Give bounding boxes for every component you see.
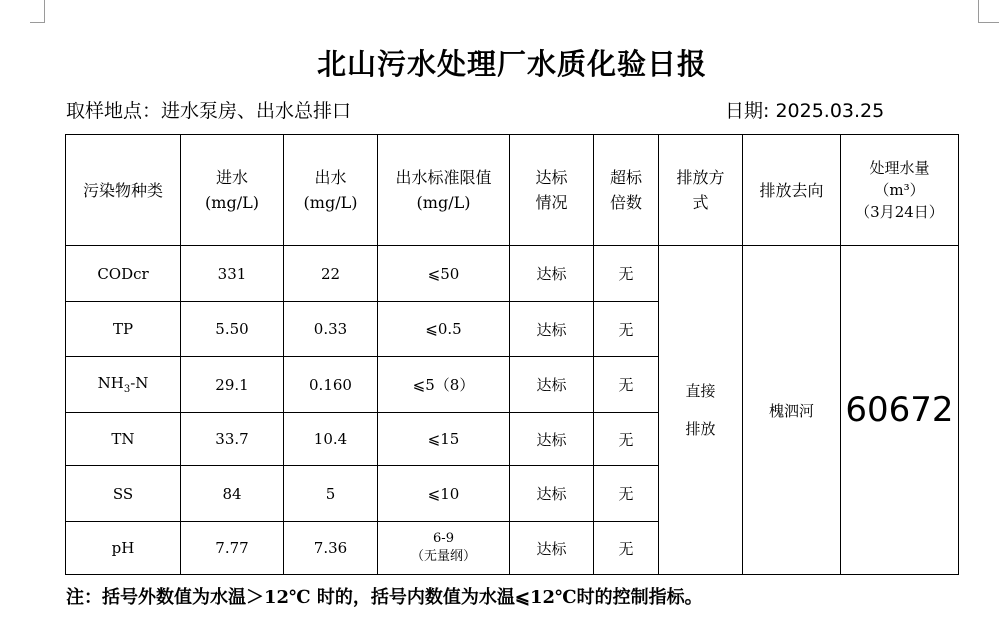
discharge-dest-cell: 槐泗河: [743, 246, 841, 575]
influent-cell: 7.77: [181, 522, 284, 575]
header-compliance: 达标情况: [510, 135, 594, 246]
header-volume-name: 处理水量: [869, 159, 930, 177]
exceed-cell: 无: [594, 357, 659, 413]
influent-cell: 84: [181, 466, 284, 522]
exceed-cell: 无: [594, 413, 659, 466]
header-limit-name: 出水标准限值: [395, 168, 492, 187]
pollutant-cell: TP: [66, 302, 181, 357]
header-effluent-unit: (mg/L): [303, 193, 358, 212]
pollutant-subscript: 3: [123, 384, 131, 395]
compliance-cell: 达标: [510, 302, 594, 357]
compliance-cell: 达标: [510, 357, 594, 413]
influent-cell: 33.7: [181, 413, 284, 466]
header-limit-unit: (mg/L): [416, 193, 471, 212]
discharge-method-line2: 排放: [685, 420, 716, 438]
effluent-cell: 10.4: [284, 413, 378, 466]
limit-cell: [378, 522, 510, 575]
header-exceed: 超标倍数: [594, 135, 659, 246]
header-influent-unit: (mg/L): [205, 193, 259, 212]
header-influent-name: 进水: [215, 168, 248, 187]
limit-cell: ⩽10: [378, 466, 510, 522]
pollutant-cell: CODcr: [66, 246, 181, 302]
influent-cell: 5.50: [181, 302, 284, 357]
limit-cell: ⩽50: [378, 246, 510, 302]
effluent-cell: 5: [284, 466, 378, 522]
pollutant-cell: pH: [66, 522, 181, 575]
limit-cell: ⩽15: [378, 413, 510, 466]
discharge-method-cell: [659, 246, 743, 575]
header-influent: [181, 135, 284, 246]
compliance-cell: 达标: [510, 466, 594, 522]
page-corner-mark-right: [978, 0, 999, 23]
volume-value: 60672: [841, 246, 959, 575]
compliance-cell: 达标: [510, 413, 594, 466]
limit-note: （无量纲）: [410, 549, 476, 564]
header-pollutant: 污染物种类: [66, 135, 181, 246]
compliance-cell: 达标: [510, 246, 594, 302]
exceed-cell: 无: [594, 522, 659, 575]
header-row: [66, 135, 959, 246]
discharge-method-line1: 直接: [685, 382, 716, 400]
report-title: 北山污水处理厂水质化验日报: [316, 47, 707, 81]
pollutant-cell: $NH_3-N$: [66, 357, 181, 413]
table-row: [66, 246, 959, 302]
exceed-cell: 无: [594, 466, 659, 522]
header-discharge-dest: 排放去向: [743, 135, 841, 246]
report-date: 日期: 2025.03.25: [725, 100, 885, 122]
effluent-cell: 22: [284, 246, 378, 302]
limit-value: 6-9: [433, 531, 454, 546]
header-effluent: [284, 135, 378, 246]
page-corner-mark-left: [30, 0, 45, 23]
header-effluent-name: 出水: [314, 168, 347, 187]
effluent-cell: 7.36: [284, 522, 378, 575]
exceed-cell: 无: [594, 302, 659, 357]
pollutant-cell: TN: [66, 413, 181, 466]
footnote: 注：括号外数值为水温＞12℃ 时的，括号内数值为水温⩽12℃时的控制指标。: [66, 587, 703, 608]
header-limit: [378, 135, 510, 246]
effluent-cell: 0.33: [284, 302, 378, 357]
exceed-cell: 无: [594, 246, 659, 302]
effluent-cell: 0.160: [284, 357, 378, 413]
water-quality-table: [65, 134, 959, 575]
limit-cell: ⩽0.5: [378, 302, 510, 357]
limit-cell: ⩽5（8）: [378, 357, 510, 413]
influent-cell: 29.1: [181, 357, 284, 413]
header-discharge-method: 排放方式: [659, 135, 743, 246]
header-volume-date: （3月24日）: [855, 203, 944, 221]
header-volume: [841, 135, 959, 246]
pollutant-cell: SS: [66, 466, 181, 522]
header-volume-unit: （m³）: [874, 181, 925, 199]
sampling-location: 取样地点：进水泵房、出水总排口: [66, 100, 352, 122]
influent-cell: 331: [181, 246, 284, 302]
compliance-cell: 达标: [510, 522, 594, 575]
